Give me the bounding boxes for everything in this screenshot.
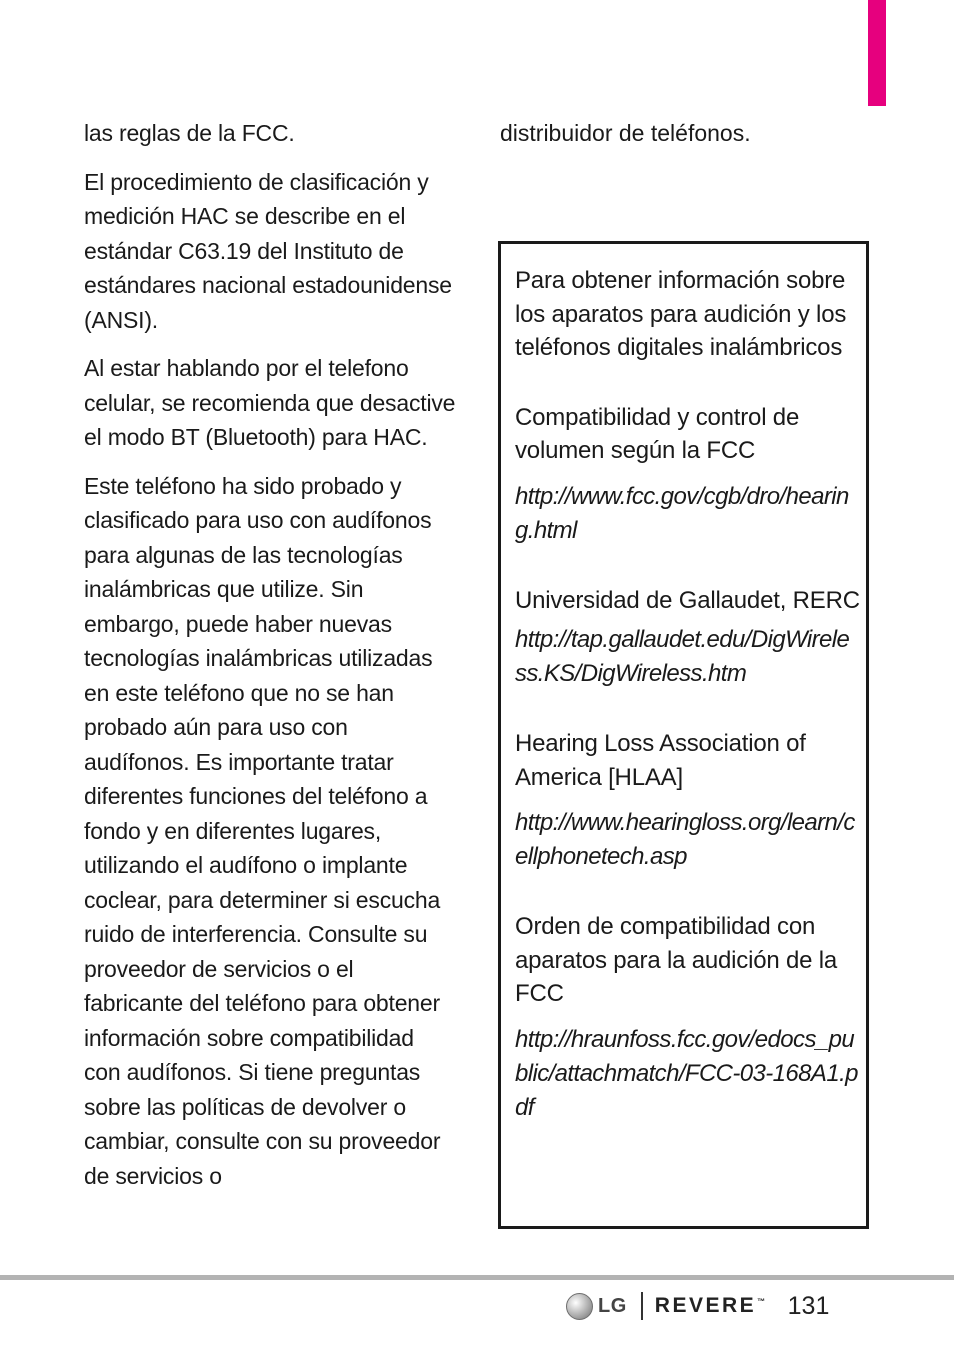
paragraph: Al estar hablando por el telefono celular, se recomienda que desactive el modo BT (Bluetooth) para HAC. [84, 355, 456, 450]
lg-logo-text: LG [598, 1294, 627, 1317]
box-heading: Para obtener información sobre los aparatos para audición y los teléfonos digitales inalámbricos [515, 267, 847, 361]
page-footer [566, 1288, 829, 1324]
resource-title: Universidad de Gallaudet, RERC [515, 586, 860, 614]
hearing-aid-info-box [498, 241, 869, 1229]
continuation-text: distribuidor de teléfonos. [500, 120, 751, 146]
footer-separator [641, 1292, 643, 1320]
footer-divider [0, 1275, 954, 1280]
resource-link[interactable]: http://www.hearingloss.org/learn/cellphonetech.asp [515, 809, 855, 870]
resource-title: Compatibilidad y control de volumen según la FCC [515, 403, 800, 464]
brand-text: REVERE [654, 1294, 757, 1317]
section-tab-marker [868, 0, 886, 106]
resource-title: Orden de compatibilidad con aparatos para la audición de la FCC [515, 913, 838, 1007]
page-number: 131 [787, 1291, 830, 1320]
resource-link[interactable]: http://tap.gallaudet.edu/DigWireless.KS/DigWireless.htm [515, 626, 850, 687]
paragraph: El procedimiento de clasificación y medición HAC se describe en el estándar C63.19 del Instituto de estándares nacional estadounidense (ANSI). [84, 168, 452, 333]
lg-logo [566, 1293, 627, 1320]
paragraph: las reglas de la FCC. [84, 120, 295, 146]
trademark-symbol: ™ [757, 1297, 768, 1306]
resource-title: Hearing Loss Association of America [HLAA] [515, 730, 806, 791]
left-column [84, 116, 456, 1207]
paragraph: Este teléfono ha sido probado y clasificado para uso con audífonos para algunas de las tecnologías inalámbricas que utilize. Sin embargo, puede haber nuevas tecnologías inalámbricas utilizadas en este teléfono que no se han probado aún para uso con audífonos. Es importante tratar diferentes funciones del teléfono a fondo y en diferentes lugares, utilizando el audífono o implante coclear, para determiner si escucha ruido de interferencia. Consulte su proveedor de servicios o el fabricante del teléfono para obtener información sobre compatibilidad con audífonos. Si tiene preguntas sobre las políticas de devolver o cambiar, consulte con su proveedor de servicios o [84, 472, 441, 1189]
lg-logo-icon [566, 1293, 593, 1320]
resource-link[interactable]: http://www.fcc.gov/cgb/dro/hearing.html [515, 482, 849, 544]
brand-name [655, 1294, 768, 1318]
resource-link[interactable]: http://hraunfoss.fcc.gov/edocs_public/attachmatch/FCC-03-168A1.pdf [515, 1025, 858, 1121]
